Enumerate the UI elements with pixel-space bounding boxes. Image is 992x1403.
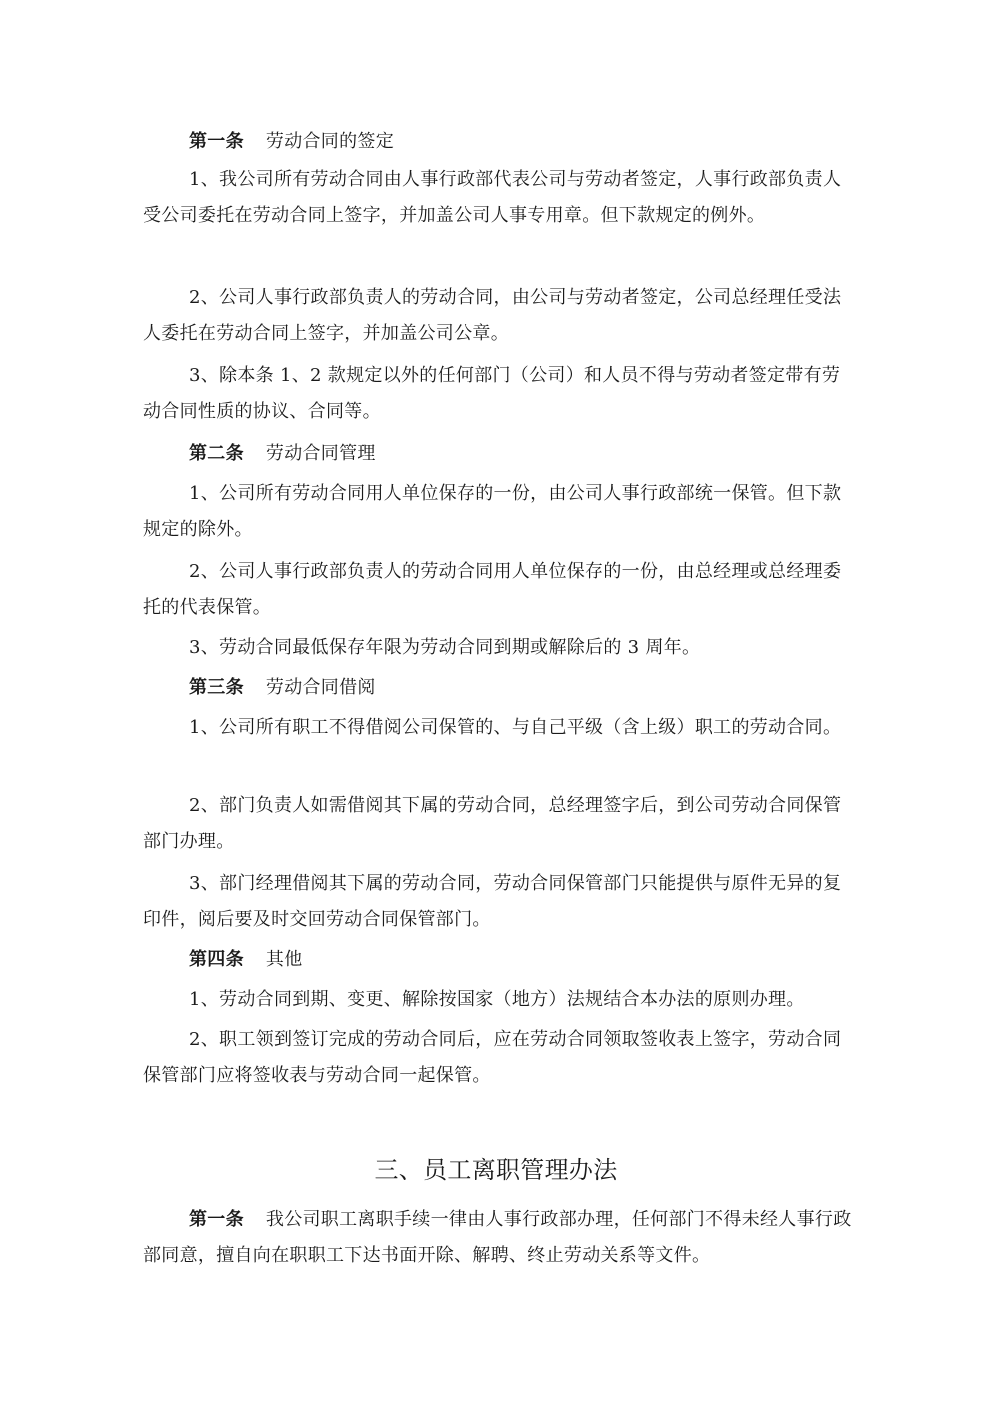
article-title: 其他 <box>265 949 303 970</box>
article-number: 第一条 <box>189 1209 244 1230</box>
article-title: 劳动合同管理 <box>265 443 376 464</box>
paragraph: 3、部门经理借阅其下属的劳动合同，劳动合同保管部门只能提供与原件无异的复印件，阅后要及时交回劳动合同保管部门。 <box>143 873 842 930</box>
article-number: 第二条 <box>189 443 244 464</box>
paragraph: 1、我公司所有劳动合同由人事行政部代表公司与劳动者签定，人事行政部负责人受公司委托在劳动合同上签字，并加盖公司人事专用章。但下款规定的例外。 <box>143 169 842 226</box>
article-3-heading <box>189 670 376 706</box>
article-text: 我公司职工离职手续一律由人事行政部办理，任何部门不得未经人事行政部同意，擅自向在职职工下达书面开除、解聘、终止劳动关系等文件。 <box>143 1209 852 1266</box>
article-number: 第三条 <box>189 677 244 698</box>
paragraph: 2、公司人事行政部负责人的劳动合同，由公司与劳动者签定，公司总经理任受法人委托在劳动合同上签字，并加盖公司公章。 <box>143 287 842 344</box>
paragraph: 1、公司所有劳动合同用人单位保存的一份，由公司人事行政部统一保管。但下款规定的除外。 <box>143 483 842 540</box>
article-2-heading <box>189 436 376 472</box>
paragraph: 1、公司所有职工不得借阅公司保管的、与自己平级（含上级）职工的劳动合同。 <box>189 717 842 738</box>
paragraph: 2、公司人事行政部负责人的劳动合同用人单位保存的一份，由总经理或总经理委托的代表保管。 <box>143 561 842 618</box>
article-title: 劳动合同的签定 <box>265 131 395 152</box>
article-title: 劳动合同借阅 <box>265 677 376 698</box>
paragraph: 3、除本条 1、2 款规定以外的任何部门（公司）和人员不得与劳动者签定带有劳动合同性质的协议、合同等。 <box>143 365 841 422</box>
article-4-heading <box>189 942 303 978</box>
article-1-heading <box>189 124 394 160</box>
article-paragraph <box>143 1202 853 1274</box>
section-title: 三、员工离职管理办法 <box>374 1156 618 1184</box>
paragraph: 2、职工领到签订完成的劳动合同后，应在劳动合同领取签收表上签字，劳动合同保管部门应将签收表与劳动合同一起保管。 <box>143 1029 842 1086</box>
paragraph: 2、部门负责人如需借阅其下属的劳动合同，总经理签字后，到公司劳动合同保管部门办理。 <box>143 795 842 852</box>
paragraph: 3、劳动合同最低保存年限为劳动合同到期或解除后的 3 周年。 <box>189 637 701 658</box>
article-number: 第一条 <box>189 131 244 152</box>
paragraph: 1、劳动合同到期、变更、解除按国家（地方）法规结合本办法的原则办理。 <box>189 989 805 1010</box>
article-number: 第四条 <box>189 949 244 970</box>
